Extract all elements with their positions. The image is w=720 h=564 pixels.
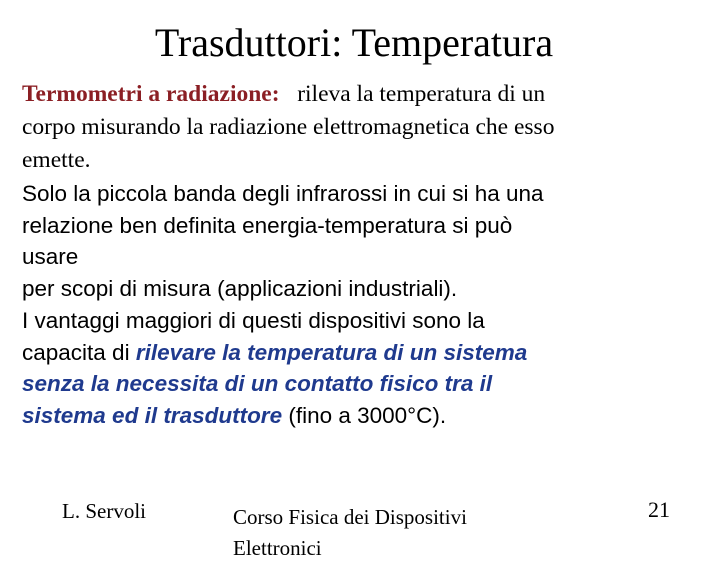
page-number: 21 xyxy=(648,497,670,522)
intro-line-3: emette. xyxy=(22,147,91,173)
emphasis-text: sistema ed il trasduttore xyxy=(22,402,283,428)
intro-line-2: corpo misurando la radiazione elettromagnetica che esso xyxy=(22,114,555,140)
footer-course: Corso Fisica dei Dispositivi Elettronici xyxy=(233,505,467,560)
body-paragraph xyxy=(22,178,712,432)
body-line-8 xyxy=(22,400,712,432)
body-line-1: Solo la piccola banda degli infrarossi in cui si ha una xyxy=(22,181,544,206)
slide-title: Trasduttori: Temperatura xyxy=(154,20,554,65)
body-line-2: relazione ben definita energia-temperatura si può xyxy=(22,212,513,238)
intro-label: Termometri a radiazione: xyxy=(22,81,280,107)
body-line-8-text: (fino a 3000°C). xyxy=(282,402,447,428)
body-line-6-text: capacita di xyxy=(22,339,136,365)
intro-line-1-text: rileva la temperatura di un xyxy=(297,81,546,107)
footer-author: L. Servoli xyxy=(62,499,146,523)
intro-line-1 xyxy=(22,78,702,111)
body-line-3: usare xyxy=(22,244,79,270)
intro-paragraph xyxy=(22,78,702,177)
body-line-5: I vantaggi maggiori di questi dispositivi sono la xyxy=(22,307,485,333)
emphasis-text: rilevare la temperatura di un sistema xyxy=(135,339,528,365)
emphasis-line-7: senza la necessita di un contatto fisico tra il xyxy=(22,371,493,397)
body-line-4: per scopi di misura (applicazioni industriali). xyxy=(22,276,458,302)
body-line-6 xyxy=(22,337,712,369)
